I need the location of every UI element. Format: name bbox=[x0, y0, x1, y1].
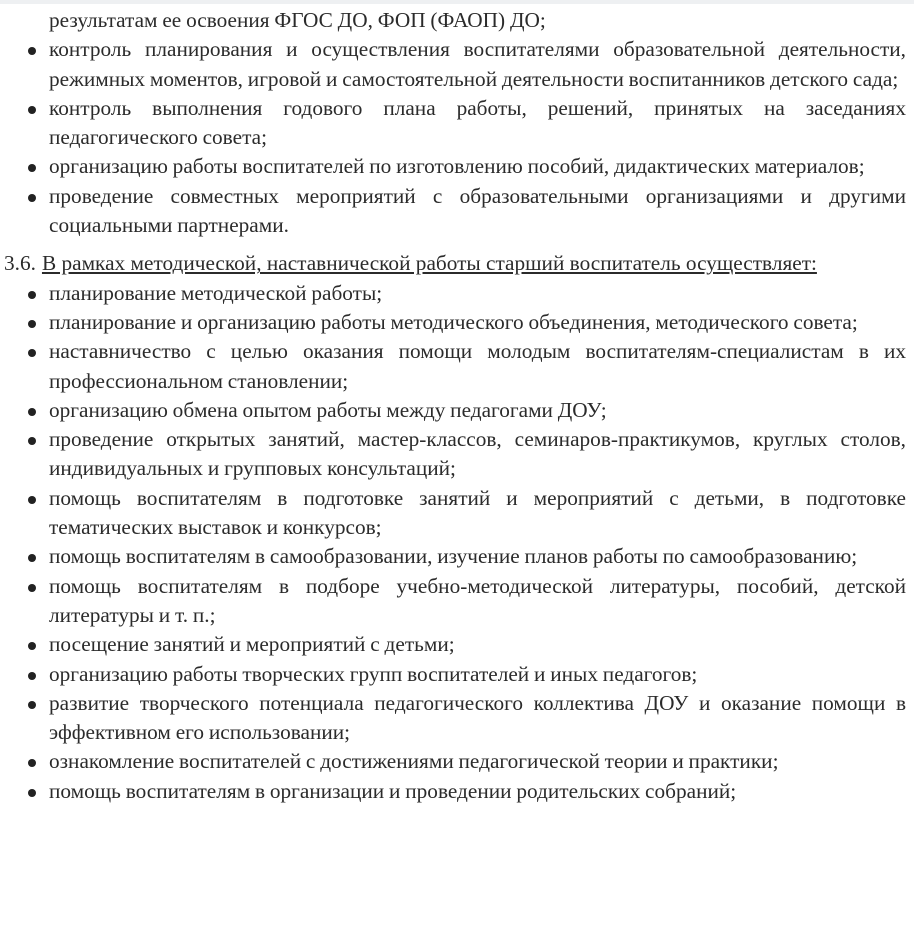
list-item: контроль планирования и осуществления воспитателями образовательной деятельности, режимных моментов, игровой и самостоятельной деятельности воспитанников детского сада; bbox=[0, 35, 906, 94]
top-divider bbox=[0, 0, 914, 4]
list-item: организацию работы воспитателей по изготовлению пособий, дидактических материалов; bbox=[0, 152, 906, 181]
list-item: организацию обмена опытом работы между педагогами ДОУ; bbox=[0, 396, 906, 425]
section-heading bbox=[0, 249, 906, 278]
list-item: помощь воспитателям в организации и проведении родительских собраний; bbox=[0, 777, 906, 806]
list-item: наставничество с целью оказания помощи молодым воспитателям-специалистам в их профессиональном становлении; bbox=[0, 337, 906, 396]
list-item: планирование методической работы; bbox=[0, 279, 906, 308]
document-body bbox=[0, 6, 906, 806]
duties-list-top bbox=[0, 6, 906, 240]
duties-list-section bbox=[0, 279, 906, 806]
section-number: 3.6. bbox=[4, 251, 36, 276]
list-item: помощь воспитателям в подборе учебно-методической литературы, пособий, детской литературы и т. п.; bbox=[0, 572, 906, 631]
list-item: посещение занятий и мероприятий с детьми; bbox=[0, 630, 906, 659]
list-item: контроль выполнения годового плана работы, решений, принятых на заседаниях педагогического совета; bbox=[0, 94, 906, 153]
list-item: планирование и организацию работы методического объединения, методического совета; bbox=[0, 308, 906, 337]
list-item: развитие творческого потенциала педагогического коллектива ДОУ и оказание помощи в эффективном его использовании; bbox=[0, 689, 906, 748]
list-item: результатам ее освоения ФГОС ДО, ФОП (ФАОП) ДО; bbox=[49, 8, 546, 32]
list-item: проведение совместных мероприятий с образовательными организациями и другими социальными партнерами. bbox=[0, 182, 906, 241]
section-title: В рамках методической, наставнической работы старший воспитатель осуществляет: bbox=[41, 251, 817, 276]
list-item: помощь воспитателям в подготовке занятий и мероприятий с детьми, в подготовке тематических выставок и конкурсов; bbox=[0, 484, 906, 543]
list-item: проведение открытых занятий, мастер-классов, семинаров-практикумов, круглых столов, индивидуальных и групповых консультаций; bbox=[0, 425, 906, 484]
list-item: ознакомление воспитателей с достижениями педагогической теории и практики; bbox=[0, 747, 906, 776]
list-item: организацию работы творческих групп воспитателей и иных педагогов; bbox=[0, 660, 906, 689]
list-item: помощь воспитателям в самообразовании, изучение планов работы по самообразованию; bbox=[0, 542, 906, 571]
